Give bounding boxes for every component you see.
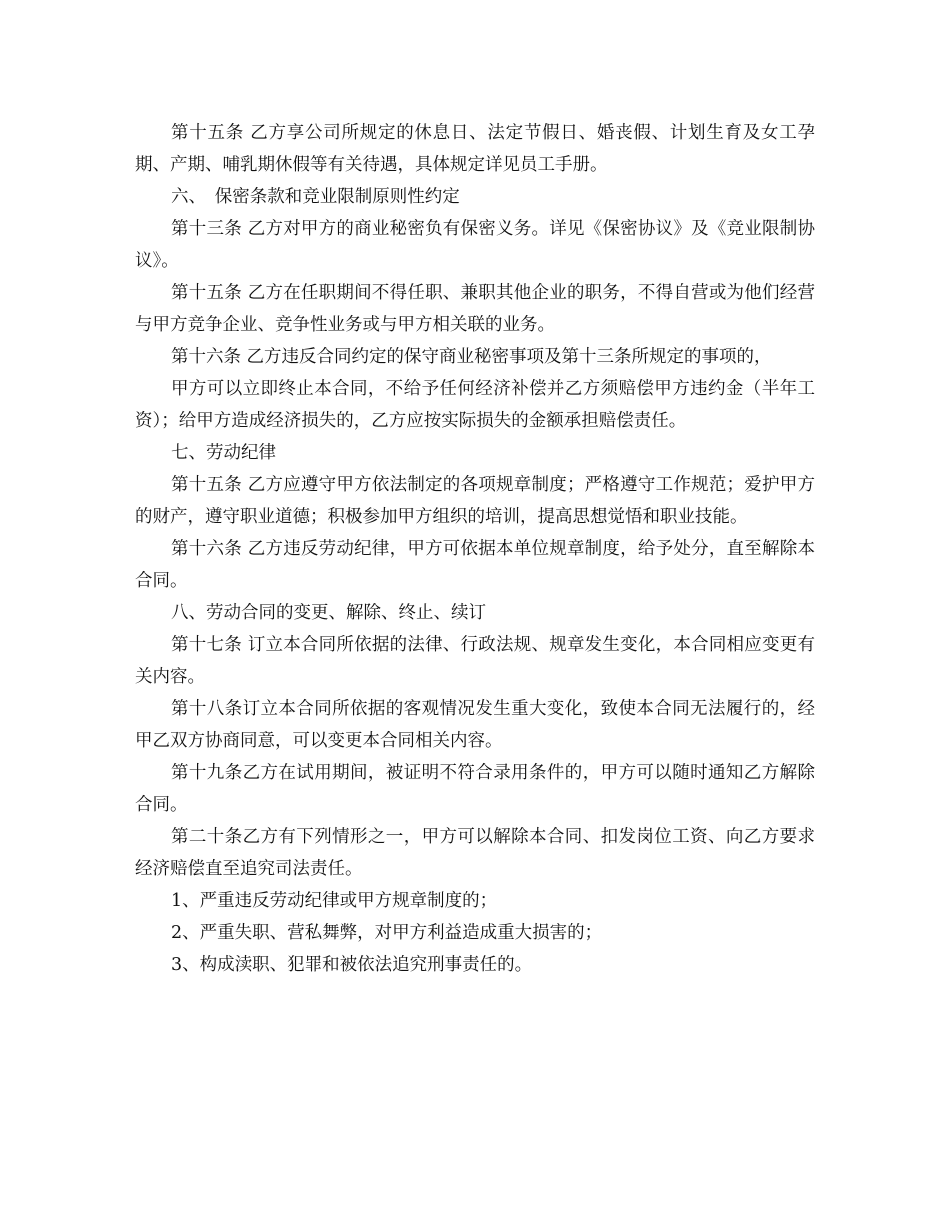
paragraph-no-moonlighting: 第十五条 乙方在任职期间不得任职、兼职其他企业的职务，不得自营或为他们经营与甲方竞争企业、竞争性业务或与甲方相关联的业务。 [135,283,815,335]
paragraph-termination-grounds: 第二十条乙方有下列情形之一，甲方可以解除本合同、扣发岗位工资、向乙方要求经济赔偿直至追究司法责任。 [135,827,815,879]
paragraph-law-change: 第十七条 订立本合同所依据的法律、行政法规、规章发生变化，本合同相应变更有关内容。 [135,635,815,687]
section-heading-confidentiality: 六、 保密条款和竞业限制原则性约定 [171,187,460,207]
paragraph-breach-of-secrets: 第十六条 乙方违反合同约定的保守商业秘密事项及第十三条所规定的事项的， [171,347,772,367]
list-item-2: 2、严重失职、营私舞弊，对甲方利益造成重大损害的； [171,923,603,943]
paragraph-probation: 第十九条乙方在试用期间，被证明不符合录用条件的，甲方可以随时通知乙方解除合同。 [135,763,815,815]
section-heading-contract-changes: 八、劳动合同的变更、解除、终止、续订 [171,603,486,623]
paragraph-circumstance-change: 第十八条订立本合同所依据的客观情况发生重大变化，致使本合同无法履行的，经甲乙双方协商同意，可以变更本合同相关内容。 [135,699,815,751]
section-heading-labor-discipline: 七、劳动纪律 [171,443,276,463]
paragraph-observe-rules: 第十五条 乙方应遵守甲方依法制定的各项规章制度；严格遵守工作规范；爱护甲方的财产，遵守职业道德；积极参加甲方组织的培训，提高思想觉悟和职业技能。 [135,475,815,527]
list-item-3: 3、构成渎职、犯罪和被依法追究刑事责任的。 [171,955,533,975]
paragraph-termination-compensation: 甲方可以立即终止本合同，不给予任何经济补偿并乙方须赔偿甲方违约金（半年工资）；给甲方造成经济损失的，乙方应按实际损失的金额承担赔偿责任。 [135,379,815,431]
paragraph-confidentiality-duty: 第十三条 乙方对甲方的商业秘密负有保密义务。详见《保密协议》及《竞业限制协议》。 [135,219,815,271]
paragraph-rest-leave: 第十五条 乙方享公司所规定的休息日、法定节假日、婚丧假、计划生育及女工孕期、产期、哺乳期休假等有关待遇，具体规定详见员工手册。 [135,123,815,175]
document-body [135,117,815,981]
list-item-1: 1、严重违反劳动纪律或甲方规章制度的； [171,891,498,911]
paragraph-discipline-violation: 第十六条 乙方违反劳动纪律，甲方可依据本单位规章制度，给予处分，直至解除本合同。 [135,539,815,591]
